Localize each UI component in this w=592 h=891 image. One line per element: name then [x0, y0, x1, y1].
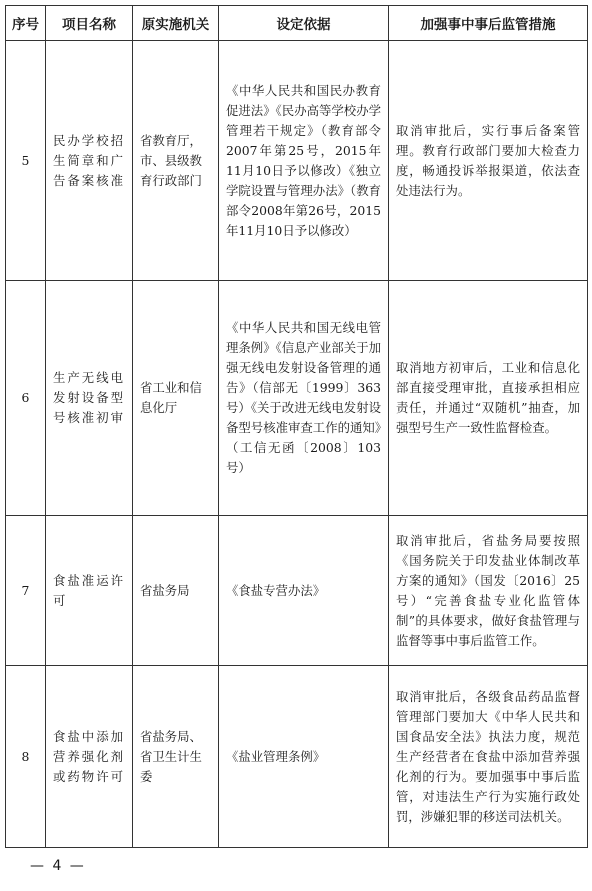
page-number: — 4 — — [30, 858, 86, 874]
header-measures: 加强事中事后监管措施 — [389, 6, 588, 41]
table-row — [6, 516, 588, 666]
row-measures: 取消地方初审后，工业和信息化部直接受理审批，直接承担相应责任，并通过“双随机”抽查，加强型号生产一致性监督检查。 — [389, 281, 588, 516]
table-row — [6, 666, 588, 848]
header-basis: 设定依据 — [219, 6, 389, 41]
row-basis: 《盐业管理条例》 — [219, 666, 389, 848]
row-item-name: 民办学校招生简章和广告备案核准 — [46, 41, 133, 281]
row-agency: 省盐务局 — [133, 516, 219, 666]
header-seq: 序号 — [6, 6, 46, 41]
row-agency: 省盐务局、省卫生计生委 — [133, 666, 219, 848]
table-row — [6, 281, 588, 516]
row-measures: 取消审批后，省盐务局要按照《国务院关于印发盐业体制改革方案的通知》（国发〔2016〕25号）“完善食盐专业化监管体制”的具体要求，做好食盐管理与监督等事中事后监管工作。 — [389, 516, 588, 666]
approval-items-table — [5, 5, 588, 848]
row-basis: 《中华人民共和国民办教育促进法》《民办高等学校办学管理若干规定》（教育部令2007年第25号，2015年11月10日予以修改）《独立学院设置与管理办法》（教育部令2008年第26号，2015年11月10日予以修改） — [219, 41, 389, 281]
header-agency: 原实施机关 — [133, 6, 219, 41]
row-seq: 7 — [6, 516, 46, 666]
row-agency: 省教育厅，市、县级教育行政部门 — [133, 41, 219, 281]
row-item-name: 生产无线电发射设备型号核准初审 — [46, 281, 133, 516]
header-item-name: 项目名称 — [46, 6, 133, 41]
row-seq: 5 — [6, 41, 46, 281]
row-seq: 6 — [6, 281, 46, 516]
row-item-name: 食盐准运许可 — [46, 516, 133, 666]
row-seq: 8 — [6, 666, 46, 848]
row-measures: 取消审批后，各级食品药品监督管理部门要加大《中华人民共和国食品安全法》执法力度，规范生产经营者在食盐中添加营养强化剂的行为。要加强事中事后监管，对违法生产行为实施行政处罚，涉嫌犯罪的移送司法机关。 — [389, 666, 588, 848]
row-measures: 取消审批后，实行事后备案管理。教育行政部门要加大检查力度，畅通投诉举报渠道，依法查处违法行为。 — [389, 41, 588, 281]
table-row — [6, 41, 588, 281]
row-agency: 省工业和信息化厅 — [133, 281, 219, 516]
row-basis: 《中华人民共和国无线电管理条例》《信息产业部关于加强无线电发射设备管理的通告》（信部无〔1999〕363号）《关于改进无线电发射设备型号核准审查工作的通知》（工信无函〔2008〕103号） — [219, 281, 389, 516]
table-header-row — [6, 6, 588, 41]
row-item-name: 食盐中添加营养强化剂或药物许可 — [46, 666, 133, 848]
row-basis: 《食盐专营办法》 — [219, 516, 389, 666]
